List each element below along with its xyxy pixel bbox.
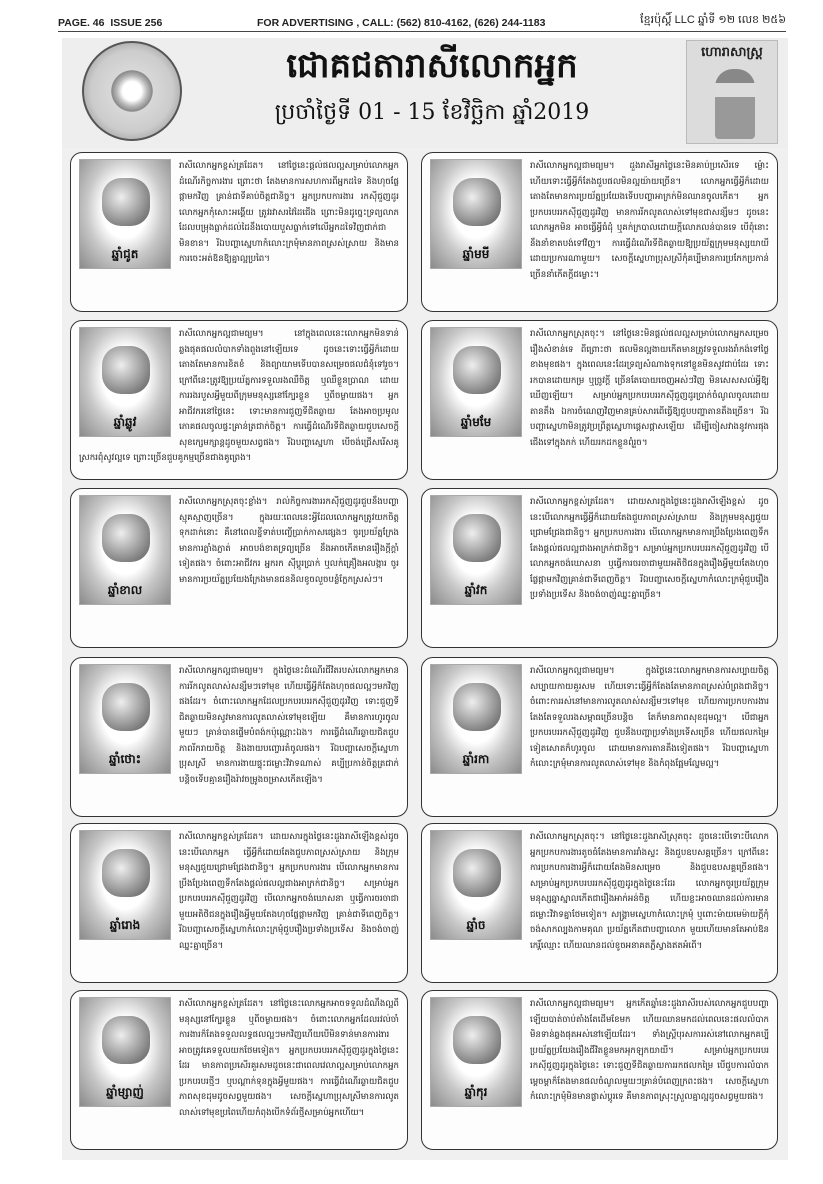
zodiac-year-label: ឆ្នាំមមែ — [460, 414, 492, 429]
horoscope-text: រាសីលោកអ្នកស្រុតចុះ។ នៅថ្ងៃនេះមិនផ្ដល់ផលល្អសម្រាប់លោកអ្នកសម្រេចរឿងសំខាន់ទេ ពីព្រោះថា ផលមិនល្អងាយកើតមានត្រូវទទួលរងរាំកង់ទៅថ្ងៃខាងមុខផង។ ក្នុងពេលនេះដែរទ្រព្យសំណាងទុកនៅខ្លួនមិនសូវជាប់ដែរ ទោះរកបានដោយកម្រ ឬច្រូវក្ដី ច្រើនតែបោយចេញអស់ៗវិញ មិនសេសសល់អ្វីឱ្យឃើញឡើយ។ សម្រាប់អ្នកប្រកបរបររកស៊ីជួញដូរប្រាក់ចំណូលចូលដោយតានតឹង ឯការចំណេញវិញមានគ្រប់សារពើធ្វើឱ្យជួបបញ្ហាតានតឹងច្រើន។ រីឯបញ្ហាស្នេហាមិនត្រូវប្រព្រឹត្តស្នេហាផ្ដេសផ្ដាសឡើយ ដើម្បីចៀសវាងនូវការផុងជើងទៅក្នុងភក់ ហើយរកដកខ្លួនពុំរួច។ — [530, 329, 769, 448]
zodiac-animal-image — [430, 327, 522, 437]
zodiac-animal-icon — [453, 849, 501, 897]
zodiac-animal-icon — [453, 514, 501, 562]
zodiac-animal-icon — [102, 683, 150, 731]
zodiac-animal-icon — [102, 346, 150, 394]
publisher-info: ខ្មែរប៉ុស្តិ៍ LLC ឆ្នាំទី ១២ លេខ ២៥៦ — [640, 14, 786, 26]
zodiac-animal-image — [79, 327, 171, 437]
page-header — [58, 14, 786, 32]
zodiac-year-label: ឆ្នាំវក — [464, 582, 488, 597]
horoscope-card — [70, 488, 408, 648]
zodiac-animal-icon — [102, 514, 150, 562]
horoscope-banner — [62, 38, 788, 148]
zodiac-animal-icon — [102, 178, 150, 226]
horoscope-text: រាសីលោកអ្នកស្រុតចុះខ្លាំង។ រាល់កិច្ចការងាររកស៊ីជួញដូរជួបនឹងបញ្ហាស្មុគស្មាញច្រើន។ ក្នុងរយៈពេលនេះអ្វីដែលលោកអ្នកត្រូវយកចិត្តទុកដាក់នោះ គឺនៅពេលខ្ចីទាត់បញ្ចើប្រាក់កាសផ្សេងៗ ចូរប្រយ័ត្នក្រែងមានការភ្លាំងភ្លាត់ អាចបង់ខាតទ្រព្យច្រើន នឹងអាចកើតមានរឿងក្ដីក្ដាំទៀតផង។ ចំពោះអាជីវករ អ្នករក ស៊ីប្ដូរប្រាក់ ឬលក់គ្រឿងអលង្ការ ចូរមានការប្រយ័ត្នប្រយែងក្រែងមានជននិលខូចលួចបន្លំក្លែកស្រស់ៗ។ — [179, 497, 399, 585]
zodiac-year-label: ឆ្នាំមមី — [462, 246, 490, 261]
horoscope-card — [70, 320, 408, 480]
horoscope-card — [70, 657, 408, 817]
horoscope-text: រាសីលោកអ្នកល្អជាមធ្យម។ នៅក្នុងពេលនេះលោកអ្នកមិនទាន់ឆ្លងផុតផលលំបាកទាំងពួងនៅឡើយទេ ដូចនេះទោះធ្វើអ្វីក៏ដោយ តោងតែមានការខិតខំ និងព្យាយាមទើបបានសម្រេចផលជំនុំទៅរួច។ ក្រៅពីនេះត្រូវឱ្យប្រយ័ត្នការទទួលរងឈឺចិត្ត ឬឈឺខ្លួនប្រាណ ដោយការរងរបួសអ្វីមួយពីក្រុមមនុស្សនៅក្បែរខ្លួន ឬពីចម្ងាយផង។ អ្នកអាជីវករនៅថ្ងៃនេះ ទោះមានការជួញទីជិតឆ្ងាយ តែងអាចប្រមូលភោគផលចូលផ្ទះគ្រាន់ត្រជាក់ចិត្ត។ ការធ្វើដំណើរទីជិតឆ្ងាយជួបសេចក្ដីសុខក្សេមក្សាន្តដូចមួយសព្វផង។ រីឯបញ្ហាស្នេហា បើចង់ជ្រើសរើសគូស្រករពុំសូវល្អទេ ព្រោះច្រើនជួបគូកម្មច្រើនជាងគូព្រេង។ — [79, 329, 399, 463]
horoscope-card — [70, 152, 408, 312]
astrology-logo — [686, 40, 778, 144]
astrology-logo-text: ហោរាសាស្ត្រ — [701, 45, 763, 60]
zodiac-wheel-icon — [82, 41, 182, 141]
zodiac-animal-image — [430, 159, 522, 269]
horoscope-text: រាសីលោកអ្នកខ្ពស់ត្រដែត។ នៅថ្ងៃនេះផ្ដល់ផលល្អសម្រាប់លោកអ្នកដំណើរកិច្ចការងារ ព្រោះថា តែងមានការសហការពីអ្នកដទៃ និងហុចផ្លែផ្កាមកវិញ គ្រាន់ជាទីគាប់ចិត្តជានិច្ច។ អ្នកប្រកបការងារ រកស៊ីជួញដូរ លោកអ្នកកុំសោះអង្គើយ ត្រូវរវាសរវៃដៃជើង ព្រោះមិនដូច្នេះទ្រព្យលាភដែលបម្រុងធ្លាក់ដល់ដៃនឹងបោយបួសធ្លាក់ទៅលើអ្នកដទៃវិញជាក់ជាមិនខាន។ រីឯបញ្ហាស្នេហាកំលោះក្រមុំមានភាពស្រស់ស្រាយ និងមានការចេះអត់ឱនឱ្យគ្នាល្អប្រពៃ។ — [179, 161, 399, 264]
zodiac-animal-image — [79, 495, 171, 605]
zodiac-animal-icon — [102, 1016, 150, 1064]
horoscope-card — [421, 657, 778, 817]
zodiac-animal-image — [430, 495, 522, 605]
zodiac-animal-image — [430, 830, 522, 940]
zodiac-animal-image — [79, 664, 171, 774]
zodiac-year-label: ឆ្នាំជូត — [111, 246, 139, 261]
horoscope-text: រាសីលោកអ្នកស្រុតចុះ។ នៅថ្ងៃនេះដួងរាសីស្រុតចុះ ដូចនេះបើទោះបីលោកអ្នកប្រកបការងារតូចធំតែងមានការរាំងស្ទះ និងជួបឧបសគ្គច្រើន។ ក្រៅពីនេះការប្រកបការងារអ្វីក៏ដោយតែងមិនសម្រេច និងជួបឧបសគ្គច្រើនផង។ សម្រាប់អ្នកប្រកបរបររកស៊ីជួញដូរក្នុងថ្ងៃនេះដែរ លោកអ្នកចូរប្រយ័ត្នក្រុមមនុស្សឆ្នាស្នាលកើតជារឿងអាក់អន់ចិត្ត ហើយខ្លះអាចឈានដល់ការមានជម្លោះវិវាទគ្នាថែមទៀត។ សង្គ្រាមស្នេហាកំលោះក្រមុំ ឬពោះម៉ាយមេម៉ាយក្ដីកុំចង់សាកល្បងកាមគុណ ប្រយ័ត្នកើតជាបញ្ហាលោក មួយហើយមានតែអាប់ឱនកេរ្តិ៍ឈ្មោះ ហើយឈានដល់ខូចអនាគតភ្លឺស្វាងឥតអំពើ។ — [530, 832, 769, 951]
zodiac-year-label: ឆ្នាំម្សាញ់ — [106, 1084, 144, 1099]
page-number: PAGE. 46 — [58, 17, 105, 29]
horoscope-text: រាសីលោកអ្នកល្អជាមធ្យម។ អ្នកកើតឆ្នាំនេះដួងរាសីរបស់លោកអ្នកជួបបញ្ហាឡើយបាត់ចាប់តាំងតែដើមខែមក ហើយឈានមកដល់ពេលនេះផលលំបាកមិនទាន់ឆ្លងផុតអស់នៅឡើយដែរ។ ទាំងស្ត្រីបុរសការរស់នៅលោកអ្នកគប្បីប្រយ័ត្នប្រយែងរឿងជីវិតខ្លួនមកអុកឡុកយាយី។ សម្រាប់អ្នកប្រកបរបររកស៊ីជួញដូរក្នុងថ្ងៃនេះ ទោះជួញទីជិតឆ្ងាយការរកផលកម្រៃ បើជួបការលំបាកម្ដេចម្ដាក៏តែងមានផលចំណូលមួយៗគ្រាន់បំពេញក្រពះផង។ សេចក្ដីស្នេហាកំលោះក្រមុំមិនមានផ្លាស់ប្ដូរទេ គឺមានភាពស្រុះស្រួលគ្នាល្អដូចសព្វមួយផង។ — [530, 999, 769, 1102]
page-issue — [58, 17, 162, 29]
horoscope-card — [421, 152, 778, 312]
zodiac-animal-icon — [453, 346, 501, 394]
zodiac-year-label: ឆ្នាំកុរ — [464, 1084, 488, 1099]
horoscope-text: រាសីលោកអ្នកខ្ពស់ត្រដែត។ ដោយសារក្នុងថ្ងៃនេះដួងរាសីឡើងខ្ពស់ដូចនេះបើលោកអ្នក ធ្វើអ្វីក៏ដោយតែងជួបភាពស្រស់ស្រាយ និងក្រុមមនុស្សជួយជ្រោមជ្រែងជានិច្ច។ អ្នកប្រកបការងារ បើលោកអ្នកមានការប្រឹងប្រែងពេញទឹកតែងផ្ដល់ផលល្អជាងអាក្រក់ជានិច្ច។ សម្រាប់អ្នកប្រកបរបររកស៊ីជួញដូរវិញ បើលោកអ្នកចង់ឃោសនា ឬធ្វើការចរចាជាមួយអតិថិជនក្នុងរឿងអ្វីមួយតែងហុចផ្លែផ្កាមកវិញ គ្រាន់ជាទីពេញចិត្ត។ រីឯបញ្ហាសេចក្ដីស្នេហាកំលោះក្រមុំជួបរឿងប្រទាំងប្រទើស និងចង់ចាញ់ឈ្នះគ្នាច្រើន។ — [179, 832, 399, 951]
horoscope-text: រាសីលោកអ្នកល្អជាមធ្យម។ ក្នុងថ្ងៃនេះដំណើរជីវិតរបស់លោកអ្នកមានការរីកលូតលាស់សន្សឹមៗទៅមុខ ហើយធ្វើអ្វីក៏តែងហុចផលល្អៗមកវិញផងដែរ។ ចំពោះលោកអ្នកដែលប្រកបរបររកស៊ីជួញដូរវិញ ទោះជួញទីជិតឆ្ងាយមិនសូវមានការលូតលាស់ទៅមុខឡើយ គឺមានការហូរចូលមួយៗ គ្រាន់បានផ្ទើមបំពង់កប៉ុណ្ណោះឯង។ ការធ្វើដំណើរឆ្ងាយជិតជួបភាពរីករាយចិត្ត និងងាយបញ្ចោរតំចូលផង។ រីឯបញ្ហាសេចក្ដីស្នេហាប្រុសស្រី មានការងាយផ្ទុះជម្លោះវិវាទណាស់ គប្បីប្រកាន់ចិត្តត្រជាក់បន្តិចទើបគ្មានរឿងរ៉ាវចម្រូងចម្រាសកើតឡើង។ — [179, 666, 399, 785]
zodiac-year-label: ឆ្នាំរោង — [109, 917, 141, 932]
zodiac-animal-icon — [102, 849, 150, 897]
horoscope-text: រាសីលោកអ្នកល្អជាមធ្យម។ ដួងរាសីអ្នកថ្ងៃនេះមិនគាប់ប្រសើរទេ ម៉្លោះហើយទោះធ្វើអ្វីក៏តែងជួបផលមិនល្អយ៉ាយច្រើន។ លោកអ្នកធ្វើអ្វីក៏ដោយតោងតែមានការប្រយ័ត្នប្រយែងទើបបញ្ហាអាក្រក់មិនឈានចូលកើត។ អ្នកប្រកបរបររកស៊ីជួញដូរវិញ មានការរីកលូតលាស់ទៅមុខជាសន្សឹមៗ ដូចនេះលោកអ្នកមិន អាចធ្វើអ្វីធំដុំ ឬគក់ក្របាលដោយក្ដីលោភលន់បានទេ បើពុំនោះនឹងនាំខាតបង់ទៅវិញ។ ការធ្វើដំណើរទីជិតឆ្ងាយឱ្យប្រយ័ត្នក្រុមមនុស្សយាយីដោយប្រការណាមួយ។ សេចក្ដីស្នេហាប្រុសស្រីកុំគប្បីមានការប្រកែកប្រកាន់ច្រើននាំកើតក្ដីជម្លោះ។ — [530, 161, 769, 280]
horoscope-text: រាសីលោកអ្នកខ្ពស់ត្រដែត។ ដោយសារក្នុងថ្ងៃនេះដួងរាសីឡើងខ្ពស់ ដូចនេះបើលោកអ្នកធ្វើអ្វីក៏ដោយតែងជួបភាពស្រស់ស្រាយ និងក្រុមមនុស្សជួយជ្រោមជ្រែងជានិច្ច។ អ្នកប្រកបការងារ បើលោកអ្នកមានការប្រឹងប្រែងពេញទឹកតែងផ្ដល់ផលល្អជាងអាក្រក់ជានិច្ច។ សម្រាប់អ្នកប្រកបរបររកស៊ីជួញដូរវិញ បើលោកអ្នកចង់ឃោសនា ឬធ្វើការចរចាជាមួយអតិថិជនក្នុងរឿងអ្វីមួយតែងហុចផ្លែផ្កាមកវិញគ្រាន់ជាទីពេញចិត្ត។ រីឯបញ្ហាសេចក្ដីស្នេហាកំលោះក្រមុំជួបរឿងប្រទាំងប្រទើស និងចង់ចាញ់ឈ្នះគ្នាច្រើន។ — [530, 497, 769, 600]
zodiac-animal-icon — [453, 178, 501, 226]
horoscope-card — [421, 990, 778, 1150]
zodiac-year-label: ឆ្នាំឆ្លូវ — [113, 414, 137, 429]
advertising-contact: FOR ADVERTISING , CALL: (562) 810-4162, (626) 244-1183 — [256, 17, 546, 29]
page-title: ជោគជតារាសីលោកអ្នក — [286, 46, 578, 86]
date-range-subtitle: ប្រចាំថ្ងៃទី 01 - 15 ខែវិច្ឆិកា ឆ្នាំ2019 — [274, 100, 590, 125]
issue-number: ISSUE 256 — [110, 17, 163, 29]
zodiac-animal-image — [430, 997, 522, 1107]
zodiac-year-label: ឆ្នាំរកា — [462, 751, 490, 766]
zodiac-year-label: ឆ្នាំច — [466, 917, 486, 932]
horoscope-text: រាសីលោកអ្នកល្អជាមធ្យម។ ក្នុងថ្ងៃនេះលោកអ្នកមានការសប្បាយចិត្ត សប្បាយកាយគួរសម ហើយទោះធ្វើអ្វីក៏តែងតែមានភាពស្រស់បំព្រងជានិច្ច។ ចំពោះការរស់នៅមានការលូតលាស់សន្សឹមៗទៅមុខ ហើយការប្រកបការងារតែងតែទទួលរងសម្ពាធច្រើនបន្តិច តែក៏មានភាពសុខដុមល្អ។ បើជាអ្នកប្រកបរបររកស៊ីជួញដូរវិញ ជួបនឹងបញ្ហាប្រទាំងប្រទើសច្រើន ហើយផលកម្រៃទៀតសោតក៏ហូរចូល ដោយមានការតានតឹងទៀតផង។ រីឯបញ្ហាស្នេហាកំលោះក្រមុំមានការលូតលាស់ទៅមុខ និងកំពុងផ្អែមល្ហែមល្អ។ — [530, 666, 769, 769]
zodiac-animal-image — [79, 159, 171, 269]
zodiac-year-label: ឆ្នាំថោះ — [109, 751, 141, 766]
zodiac-year-label: ឆ្នាំខាល — [107, 582, 143, 597]
horoscope-card — [70, 823, 408, 983]
horoscope-card — [421, 488, 778, 648]
zodiac-animal-image — [430, 664, 522, 774]
zodiac-animal-icon — [453, 683, 501, 731]
zodiac-animal-image — [79, 997, 171, 1107]
zodiac-animal-image — [79, 830, 171, 940]
horoscope-card — [421, 823, 778, 983]
astrologer-figure-icon — [715, 69, 755, 139]
horoscope-text: រាសីលោកអ្នកខ្ពស់ត្រដែត។ នៅថ្ងៃនេះលោកអ្នកអាចទទួលដំណឹងល្អពីមនុស្សនៅក្បែរខ្លួន ឬពីចម្ងាយផង។ ចំពោះលោកអ្នកដែលរវល់ចាំការងារក៏តែងទទួលលទ្ធផលល្អៗមកវិញហើយបើមិនទាន់មានការងារអាចត្រូវគេទទួលយកថែមទៀត។ អ្នកប្រកបរបររកស៊ីជួញដូរក្នុងថ្ងៃនេះដែរ មានភាពប្រសើរគួរសមដូចនេះជាពេលវេលាល្អសម្រាប់លោកអ្នកប្រកបរបរថ្មីៗ ឬបណ្ដាក់ទុនក្នុងអ្វីមួយផង។ ការធ្វើដំណើរឆ្ងាយជិតជួបភាពសុខដុមដូចសព្វមួយផង។ សេចក្ដីស្នេហាប្រុសស្រីមានការលូតលាស់ទៅមុខប្រពៃហើយកំពុងបើកទំព័រថ្មីសម្រាប់អ្នកហើយ។ — [179, 999, 399, 1118]
horoscope-card — [70, 990, 408, 1150]
zodiac-animal-icon — [453, 1016, 501, 1064]
horoscope-card — [421, 320, 778, 480]
